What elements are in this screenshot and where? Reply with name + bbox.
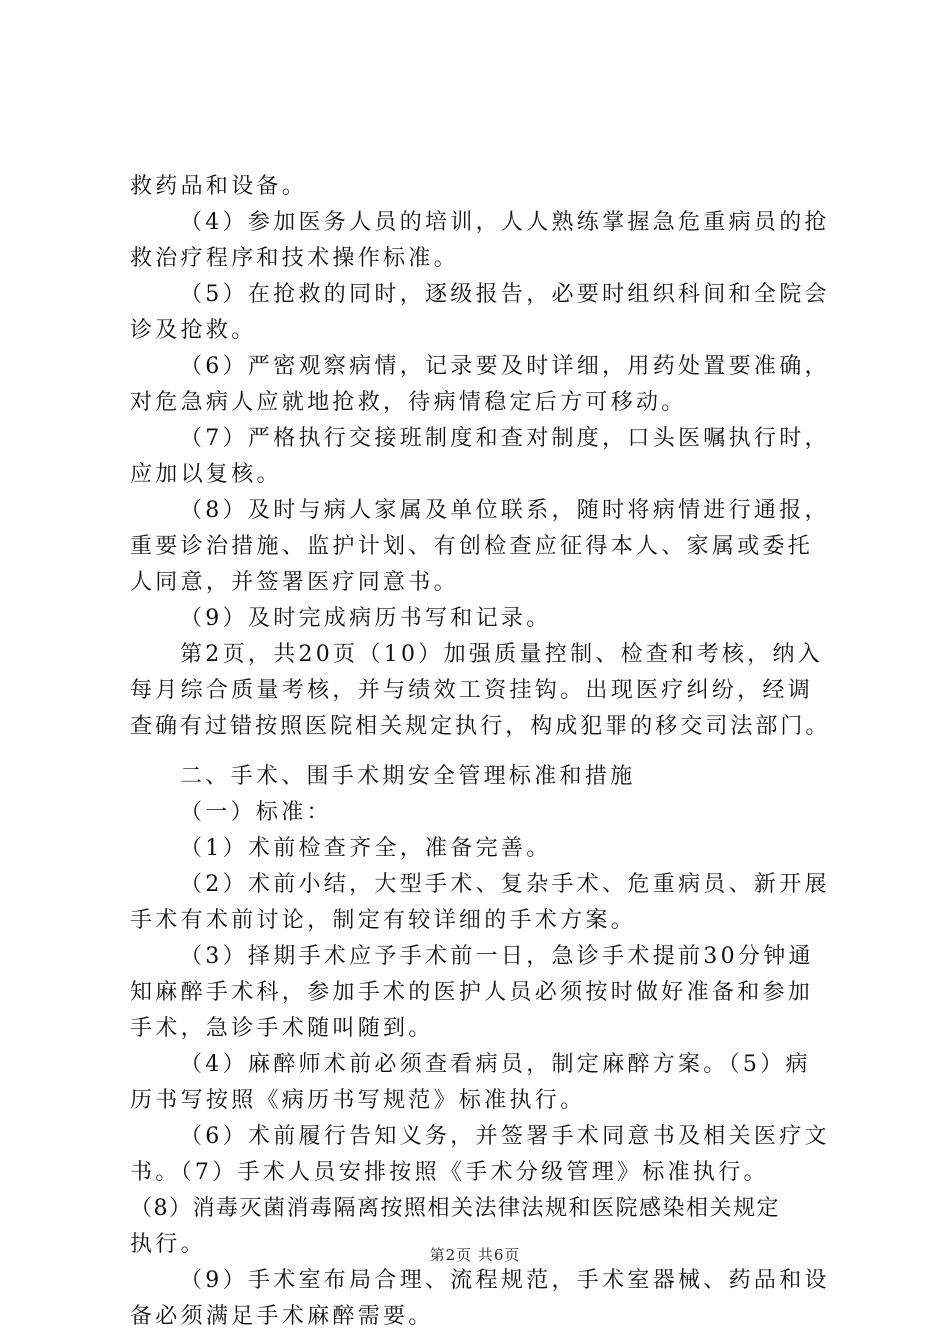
text-line: （9）手术室布局合理、流程规范，手术室器械、药品和设 xyxy=(180,1268,830,1293)
text-line: （3）择期手术应予手术前一日，急诊手术提前30分钟通 xyxy=(180,944,814,969)
text-line: 查确有过错按照医院相关规定执行，构成犯罪的移交司法部门。 xyxy=(130,714,831,739)
text-line: 重要诊治措施、监护计划、有创检查应征得本人、家属或委托 xyxy=(130,534,814,559)
text-line: 救治疗程序和技术操作标准。 xyxy=(130,246,459,271)
text-line: （4）参加医务人员的培训，人人熟练掌握急危重病员的抢 xyxy=(180,210,830,235)
text-line: （5）在抢救的同时，逐级报告，必要时组织科间和全院会 xyxy=(180,282,830,307)
page-footer: 第2页 共6页 xyxy=(429,1246,521,1264)
text-line: 人同意，并签署医疗同意书。 xyxy=(130,570,459,595)
text-line: （8）消毒灭菌消毒隔离按照相关法律法规和医院感染相关规定 xyxy=(130,1196,780,1221)
text-line: 救药品和设备。 xyxy=(130,174,308,199)
text-line: （4）麻醉师术前必须查看病员，制定麻醉方案。（5）病 xyxy=(180,1052,811,1077)
text-line: 备必须满足手术麻醉需要。 xyxy=(130,1304,434,1329)
text-line: （6）术前履行告知义务，并签署手术同意书及相关医疗文 xyxy=(180,1124,830,1149)
text-line: 第2页，共20页（10）加强质量控制、检查和考核，纳入 xyxy=(180,642,824,667)
subsection-heading: （一）标准： xyxy=(180,800,332,825)
text-line: （2）术前小结，大型手术、复杂手术、危重病员、新开展 xyxy=(180,872,830,897)
text-line: 知麻醉手术科，参加手术的医护人员必须按时做好准备和参加 xyxy=(130,980,814,1005)
text-line: 书。（7）手术人员安排按照《手术分级管理》标准执行。 xyxy=(130,1160,769,1185)
text-line: （8）及时与病人家属及单位联系，随时将病情进行通报， xyxy=(180,498,830,523)
text-line: 执行。 xyxy=(130,1232,206,1257)
text-line: （7）严格执行交接班制度和查对制度，口头医嘱执行时， xyxy=(180,426,830,451)
text-line: 对危急病人应就地抢救，待病情稳定后方可移动。 xyxy=(130,390,687,415)
text-line: （1）术前检查齐全，准备完善。 xyxy=(180,836,552,861)
text-line: 诊及抢救。 xyxy=(130,318,257,343)
text-line: 历书写按照《病历书写规范》标准执行。 xyxy=(130,1088,586,1113)
text-line: 手术，急诊手术随叫随到。 xyxy=(130,1016,434,1041)
text-line: 手术有术前讨论，制定有较详细的手术方案。 xyxy=(130,908,637,933)
section-heading: 二、手术、围手术期安全管理标准和措施 xyxy=(180,764,636,789)
text-line: （9）及时完成病历书写和记录。 xyxy=(180,606,552,631)
text-line: 每月综合质量考核，并与绩效工资挂钩。出现医疗纠纷，经调 xyxy=(130,678,814,703)
text-line: 应加以复核。 xyxy=(130,462,282,487)
text-line: （6）严密观察病情，记录要及时详细，用药处置要准确， xyxy=(180,354,830,379)
